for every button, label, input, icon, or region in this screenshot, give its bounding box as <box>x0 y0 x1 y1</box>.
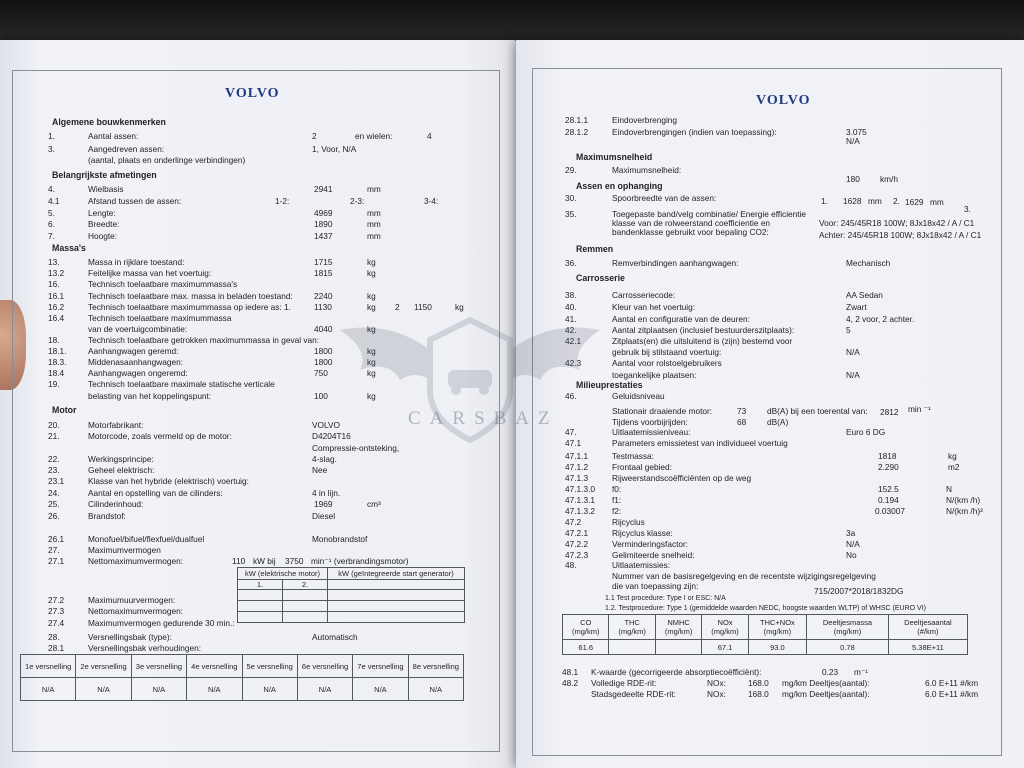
gear-header: 7e versnelling <box>353 655 408 678</box>
spec-number: 13. <box>48 257 60 267</box>
spec-value: Euro 6 DG <box>846 427 886 437</box>
particle-count: 6.0 E+11 #/km <box>925 689 979 699</box>
kw-generator-header: kW (geïntegreerde start generator) <box>328 568 465 580</box>
spec-label: Frontaal gebied: <box>612 462 672 472</box>
spec-number: 48.1 <box>562 667 579 677</box>
axle-index: 2 <box>395 302 400 312</box>
section-heading: Massa's <box>52 243 86 253</box>
track-1-unit: mm <box>868 196 882 206</box>
spec-number: 47. <box>565 427 577 437</box>
spec-label: Hoogte: <box>88 231 118 241</box>
spec-number: 47.1.3.0 <box>565 484 595 494</box>
spec-number: 22. <box>48 454 60 464</box>
spec-number: 47.1.2 <box>565 462 589 472</box>
spec-label: Klasse van het hybride (elektrisch) voertuig: <box>88 476 249 486</box>
spec-value: N/A <box>846 370 860 380</box>
spec-label: Rijcyclus klasse: <box>612 528 673 538</box>
spec-label: K-waarde (gecorrigeerde absorptiecoëfficiënt): <box>591 667 762 677</box>
spec-value: 1715 <box>314 257 333 267</box>
spec-number: 47.2.2 <box>565 539 589 549</box>
spec-label: Maximumvermogen <box>88 545 161 555</box>
spec-label: Maximumuurvermogen: <box>88 595 176 605</box>
spec-label: Technisch toelaatbare maximummassa's <box>88 279 238 289</box>
spec-number: 47.2 <box>565 517 582 527</box>
spec-number: 36. <box>565 258 577 268</box>
f0-unit: N <box>946 484 952 494</box>
spec-number: 1. <box>48 131 55 141</box>
spec-number: 48.2 <box>562 678 579 688</box>
gear-value: N/A <box>76 678 131 701</box>
spec-label: Geheel elektrisch: <box>88 465 155 475</box>
frontal-area-value: 2.290 <box>878 462 899 472</box>
tyres-front: Voor: 245/45R18 100W; 8Jx18x42 / A / C1 <box>819 218 975 228</box>
spec-number: 23. <box>48 465 60 475</box>
spec-unit-extra: kg <box>455 302 464 312</box>
spec-label: klasse van de rolweerstand coefficientie en <box>612 218 771 228</box>
spec-label: Aantal voor rolstoelgebruikers <box>612 358 722 368</box>
track-3-label: 3. <box>964 204 971 214</box>
spec-label: Testmassa: <box>612 451 654 461</box>
spec-label: belasting van het koppelingspunt: <box>88 391 212 401</box>
spec-number: 18. <box>48 335 60 345</box>
spec-label: Toegepaste band/velg combinatie/ Energie efficientie <box>612 209 807 219</box>
spec-value: 2 <box>312 131 317 141</box>
gear-header: 5e versnelling <box>242 655 297 678</box>
spec-value: 180 <box>846 174 860 184</box>
spec-number: 42. <box>565 325 577 335</box>
gear-header: 1e versnelling <box>21 655 76 678</box>
emission-header: THC+NOx (mg/km) <box>748 615 806 640</box>
section-heading: Belangrijkste afmetingen <box>52 170 157 180</box>
spec-label: Eindoverbrenging <box>612 115 678 125</box>
volvo-logo-right: VOLVO <box>756 93 811 108</box>
track-1-value: 1628 <box>843 196 862 206</box>
spec-number: 47.1 <box>565 438 582 448</box>
carsbaz-watermark-text: CARSBAZ <box>408 408 559 429</box>
spec-number: 48. <box>565 560 577 570</box>
noise-pass-unit: dB(A) <box>767 417 789 427</box>
f1-value: 0.194 <box>878 495 899 505</box>
spec-unit: mm <box>367 184 381 194</box>
spec-value: 750 <box>314 368 328 378</box>
gear-value: N/A <box>21 678 76 701</box>
gear-value: N/A <box>408 678 463 701</box>
spec-number: 47.1.3.2 <box>565 506 595 516</box>
section-heading: Assen en ophanging <box>576 181 663 191</box>
gear-value: N/A <box>297 678 352 701</box>
spec-label: die van toepassing zijn: <box>612 581 699 591</box>
spec-label: Maximumsnelheid: <box>612 165 682 175</box>
f2-unit: N/(km /h)² <box>946 506 983 516</box>
spec-label: (aantal, plaats en onderlinge verbindingen) <box>88 155 246 165</box>
section-heading: Remmen <box>576 244 614 254</box>
spec-label: Wielbasis <box>88 184 124 194</box>
power-rpm: 3750 <box>285 556 304 566</box>
spec-unit: mm <box>367 219 381 229</box>
spec-number: 26. <box>48 511 60 521</box>
power-value: 110 <box>232 556 246 566</box>
gear-value: N/A <box>353 678 408 701</box>
spec-value: Automatisch <box>312 632 358 642</box>
emission-header: NMHC (mg/km) <box>655 615 701 640</box>
spec-number: 25. <box>48 499 60 509</box>
spec-label: Motorfabrikant: <box>88 420 144 430</box>
test-mass-unit: kg <box>948 451 957 461</box>
gear-header: 8e versnelling <box>408 655 463 678</box>
spec-label: Rijweerstandscoëfficiënten op de weg <box>612 473 752 483</box>
spec-unit: kg <box>367 291 376 301</box>
gear-header: 2e versnelling <box>76 655 131 678</box>
spec-number: 4. <box>48 184 55 194</box>
spec-number: 47.2.1 <box>565 528 589 538</box>
frontal-area-unit: m2 <box>948 462 960 472</box>
spec-number: 46. <box>565 391 577 401</box>
axle-pair-label: 2-3: <box>350 196 365 206</box>
kw-cell <box>282 601 327 612</box>
spec-label: Nettomaximumvermogen: <box>88 556 183 566</box>
spec-number: 16.1 <box>48 291 65 301</box>
test-mass-value: 1818 <box>878 451 897 461</box>
spec-label: Stadsgedeelte RDE-rit: <box>591 689 676 699</box>
particle-count: 6.0 E+11 #/km <box>925 678 979 688</box>
spec-unit: mm <box>367 231 381 241</box>
spec-number: 6. <box>48 219 55 229</box>
spec-label: Nummer van de basisregelgeving en de recentste wijzigingsregelgeving <box>612 571 876 581</box>
spec-value: 3a <box>846 528 856 538</box>
spec-number: 42.3 <box>565 358 582 368</box>
spec-number: 47.1.3.1 <box>565 495 595 505</box>
spec-number: 28.1.2 <box>565 127 589 137</box>
spec-value: 1800 <box>314 346 333 356</box>
kw-cell <box>328 580 465 590</box>
spec-value: 4, 2 voor, 2 achter. <box>846 314 915 324</box>
spec-label: f2: <box>612 506 622 516</box>
kw-cell <box>328 612 465 623</box>
kw-cell <box>282 590 327 601</box>
emission-header: THC (mg/km) <box>609 615 655 640</box>
section-heading: Milieuprestaties <box>576 380 643 390</box>
gear-header: 4e versnelling <box>187 655 242 678</box>
spec-number: 47.2.3 <box>565 550 589 560</box>
spec-unit: mg/km Deeltjes(aantal): <box>782 689 870 699</box>
spec-label: Carrosseriecode: <box>612 290 676 300</box>
spec-number: 16. <box>48 279 60 289</box>
spec-number: 16.4 <box>48 313 65 323</box>
spec-label: Aanhangwagen geremd: <box>88 346 179 356</box>
spec-label: Spoorbreedte van de assen: <box>612 193 717 203</box>
spec-label: Aantal zitplaatsen (inclusief bestuurderszitplaats): <box>612 325 795 335</box>
tyres-rear: Achter: 245/45R18 100W; 8Jx18x42 / A / C1 <box>819 230 982 240</box>
spec-value: Diesel <box>312 511 336 521</box>
noise-idle-unit: dB(A) bij een toerental van: <box>767 406 868 416</box>
gear-header: 6e versnelling <box>297 655 352 678</box>
spec-label: Tijdens voorbijrijden: <box>612 417 688 427</box>
spec-label: Zitplaats(en) die uitsluitend is (zijn) bestemd voor <box>612 336 793 346</box>
spec-value: Nee <box>312 465 328 475</box>
spec-label: Technisch toelaatbare maximale statische verticale <box>88 379 275 389</box>
spec-label: Versnellingsbak (type): <box>88 632 172 642</box>
noise-rpm-unit: min ⁻¹ <box>908 404 931 414</box>
track-2-label: 2. <box>893 196 900 206</box>
spec-value: 1969 <box>314 499 333 509</box>
kw-col-2: 2. <box>282 580 327 590</box>
spec-value: VOLVO <box>312 420 340 430</box>
spec-value: 5 <box>846 325 851 335</box>
spec-unit: km/h <box>880 174 898 184</box>
spec-value: Mechanisch <box>846 258 891 268</box>
spec-label: Gelimiteerde snelheid: <box>612 550 695 560</box>
emission-value: 5.38E+11 <box>888 640 967 655</box>
kw-cell <box>328 590 465 601</box>
kw-electric-header: kW (elektrische motor) <box>238 568 328 580</box>
gear-header: 3e versnelling <box>131 655 186 678</box>
spec-label: Aangedreven assen: <box>88 144 165 154</box>
spec-label: bandenklasse gebruikt voor bepaling CO2: <box>612 227 769 237</box>
spec-label: Aantal en opstelling van de cilinders: <box>88 488 223 498</box>
spec-unit: mg/km Deeltjes(aantal): <box>782 678 870 688</box>
spec-number: 20. <box>48 420 60 430</box>
spec-number: 3. <box>48 144 55 154</box>
spec-value: N/A <box>846 347 860 357</box>
spec-value: N/A <box>846 136 860 146</box>
emission-value: 67.1 <box>702 640 748 655</box>
spec-label: Monofuel/bifuel/flexfuel/dualfuel <box>88 534 205 544</box>
spec-number: 18.3. <box>48 357 67 367</box>
gear-value: N/A <box>187 678 242 701</box>
spec-unit: kg <box>367 268 376 278</box>
spec-label: Geluidsniveau <box>612 391 665 401</box>
spec-value-extra: 1150 <box>414 302 432 312</box>
spec-value: 4 in lijn. <box>312 488 341 498</box>
spec-label: Verminderingsfactor: <box>612 539 689 549</box>
spec-label: f0: <box>612 484 622 494</box>
spec-value: 4969 <box>314 208 333 218</box>
spec-label: Volledige RDE-rit: <box>591 678 657 688</box>
f0-value: 152.5 <box>878 484 899 494</box>
section-heading: Motor <box>52 405 77 415</box>
volvo-logo-left: VOLVO <box>225 86 280 101</box>
spec-label: Versnellingsbak verhoudingen: <box>88 643 202 653</box>
spec-number: 27.3 <box>48 606 65 616</box>
spec-number: 16.2 <box>48 302 65 312</box>
spec-value: 100 <box>314 391 328 401</box>
spec-label: Cilinderinhoud: <box>88 499 144 509</box>
spec-label: f1: <box>612 495 622 505</box>
spec-label: Aanhangwagen ongeremd: <box>88 368 188 378</box>
spec-label: Remverbindingen aanhangwagen: <box>612 258 739 268</box>
emission-header: NOx (mg/km) <box>702 615 748 640</box>
spec-number: 19. <box>48 379 60 389</box>
spec-number: 5. <box>48 208 55 218</box>
spec-number: 47.1.3 <box>565 473 589 483</box>
spec-value: Monobrandstof <box>312 534 368 544</box>
power-rpm-unit: min⁻¹ (verbrandingsmotor) <box>311 556 409 566</box>
spec-value: Zwart <box>846 302 867 312</box>
spec-label: Nettomaximumvermogen: <box>88 606 183 616</box>
kw-cell <box>282 612 327 623</box>
spec-number: 27. <box>48 545 60 555</box>
nox-label: NOx: <box>707 689 726 699</box>
spec-unit: kg <box>367 257 376 267</box>
noise-idle-value: 73 <box>737 406 747 416</box>
gear-ratio-table <box>20 654 464 701</box>
spec-label: Werkingsprincipe: <box>88 454 154 464</box>
spec-value: 3.075 <box>846 127 867 137</box>
spec-unit: kg <box>367 324 376 334</box>
spec-value: AA Sedan <box>846 290 883 300</box>
spec-number: 4.1 <box>48 196 60 206</box>
spec-label: Technisch toelaatbare max. massa in beladen toestand: <box>88 291 293 301</box>
spec-value: 4040 <box>314 324 333 334</box>
track-2-unit: mm <box>930 197 944 207</box>
spec-label: Parameters emissietest van individueel voertuig <box>612 438 788 448</box>
emission-value <box>655 640 701 655</box>
kw-cell <box>238 601 283 612</box>
spec-value: 1130 <box>314 302 332 312</box>
emission-value <box>609 640 655 655</box>
axle-pair-label: 1-2: <box>275 196 290 206</box>
spec-number: 28.1.1 <box>565 115 589 125</box>
power-unit: kW bij <box>253 556 276 566</box>
spec-label: Kleur van het voertuig: <box>612 302 696 312</box>
regulation-numbers: 715/2007*2018/1832DG <box>814 586 904 596</box>
spec-value: No <box>846 550 857 560</box>
section-heading: Algemene bouwkenmerken <box>52 117 166 127</box>
spec-number: 26.1 <box>48 534 65 544</box>
spec-value: 2240 <box>314 291 333 301</box>
spec-label: Technisch toelaatbare maximummassa op iedere as: 1. <box>88 302 291 312</box>
f1-unit: N/(km /h) <box>946 495 981 505</box>
spec-label: Uitlaatemissieniveau: <box>612 427 691 437</box>
spec-unit: kg <box>367 391 376 401</box>
spec-number: 21. <box>48 431 60 441</box>
spec-label: toegankelijke plaatsen: <box>612 370 697 380</box>
spec-label: Rijcyclus <box>612 517 645 527</box>
spec-value: 1, Voor, N/A <box>312 144 357 154</box>
spec-value: D4204T16 <box>312 431 351 441</box>
spec-number: 7. <box>48 231 55 241</box>
spec-label: Brandstof: <box>88 511 126 521</box>
emission-value: 93.0 <box>748 640 806 655</box>
gear-value: N/A <box>131 678 186 701</box>
test-procedure-2: 1.2. Testprocedure: Type 1 (gemiddelde waarden NEDC, hoogste waarden WLTP) of WHSC (EURO VI) <box>605 605 926 612</box>
spec-label: Middenasaanhangwagen: <box>88 357 184 367</box>
axle-pair-label: 3-4: <box>424 196 439 206</box>
spec-number: 27.2 <box>48 595 65 605</box>
kw-cell <box>238 590 283 601</box>
spec-number: 28. <box>48 632 60 642</box>
spec-unit: kg <box>367 346 376 356</box>
emission-value: 61.6 <box>563 640 609 655</box>
noise-rpm-value: 2812 <box>880 407 899 417</box>
spec-label: Lengte: <box>88 208 116 218</box>
spec-number: 41. <box>565 314 577 324</box>
spec-number: 29. <box>565 165 577 175</box>
spec-label: Motorcode, zoals vermeld op de motor: <box>88 431 232 441</box>
spec-unit: cm³ <box>367 499 381 509</box>
spec-value: 2941 <box>314 184 333 194</box>
spec-number: 42.1 <box>565 336 582 346</box>
spec-label: Massa in rijklare toestand: <box>88 257 185 267</box>
test-procedure-1: 1.1 Test procedure: Type I or ESC: N/A <box>605 595 726 602</box>
kw-cell <box>328 601 465 612</box>
spec-label: gebruik bij stilstaand voertuig: <box>612 347 722 357</box>
emission-header: Deeltjesaantal (#/km) <box>888 615 967 640</box>
spec-number: 24. <box>48 488 60 498</box>
spec-label: Aantal assen: <box>88 131 139 141</box>
spec-unit: mm <box>367 208 381 218</box>
spec-unit: kg <box>367 302 376 312</box>
spec-value: 168.0 <box>748 689 769 699</box>
f2-value: 0.03007 <box>875 506 905 516</box>
spec-label: Technisch toelaatbare maximummassa <box>88 313 232 323</box>
gear-value: N/A <box>242 678 297 701</box>
kw-cell <box>238 612 283 623</box>
spec-unit: m⁻¹ <box>854 667 869 677</box>
spec-label: Technisch toelaatbare getrokken maximummassa in geval van: <box>88 335 320 345</box>
spec-number: 13.2 <box>48 268 65 278</box>
emission-value: 0.78 <box>807 640 889 655</box>
spec-label: Feitelijke massa van het voertuig: <box>88 268 212 278</box>
emissions-table <box>562 614 968 655</box>
spec-number: 35. <box>565 209 577 219</box>
section-heading: Carrosserie <box>576 273 625 283</box>
spec-number: 28.1 <box>48 643 65 653</box>
spec-label: Aantal en configuratie van de deuren: <box>612 314 750 324</box>
kw-table <box>237 567 465 623</box>
kw-col-1: 1. <box>238 580 283 590</box>
spec-value: N/A <box>846 539 860 549</box>
nox-label: NOx: <box>707 678 726 688</box>
spec-number: 47.1.1 <box>565 451 589 461</box>
spec-value: Compressie-ontsteking, <box>312 443 400 453</box>
section-heading: Maximumsnelheid <box>576 152 653 162</box>
spec-number: 27.1 <box>48 556 65 566</box>
emission-header: CO (mg/km) <box>563 615 609 640</box>
spec-label: Stationair draaiende motor: <box>612 406 713 416</box>
spec-value: 0.23 <box>822 667 839 677</box>
spec-value: 1815 <box>314 268 333 278</box>
emission-header: Deeltjesmassa (mg/km) <box>807 615 889 640</box>
spec-value: 4-slag. <box>312 454 337 464</box>
spec-label-extra: en wielen: <box>355 131 393 141</box>
spec-label: Uitlaatemissies: <box>612 560 671 570</box>
noise-pass-value: 68 <box>737 417 747 427</box>
spec-number: 18.1. <box>48 346 67 356</box>
spec-number: 38. <box>565 290 577 300</box>
spec-number: 27.4 <box>48 618 65 628</box>
track-2-value: 1629 <box>905 197 924 207</box>
spec-label: van de voertuigcombinatie: <box>88 324 188 334</box>
spec-value: 1437 <box>314 231 333 241</box>
spec-value: 1890 <box>314 219 333 229</box>
spec-unit: kg <box>367 368 376 378</box>
spec-value: 1800 <box>314 357 333 367</box>
spec-number: 30. <box>565 193 577 203</box>
spec-label: Eindoverbrengingen (indien van toepassing): <box>612 127 777 137</box>
spec-label: Afstand tussen de assen: <box>88 196 182 206</box>
spec-label: Breedte: <box>88 219 120 229</box>
spec-value-extra: 4 <box>427 131 432 141</box>
spec-unit: kg <box>367 357 376 367</box>
spec-number: 40. <box>565 302 577 312</box>
spec-number: 18.4 <box>48 368 65 378</box>
track-1-label: 1. <box>821 196 828 206</box>
spec-value: 168.0 <box>748 678 769 688</box>
spec-label: Maximumvermogen gedurende 30 min.: <box>88 618 235 628</box>
spec-number: 23.1 <box>48 476 65 486</box>
